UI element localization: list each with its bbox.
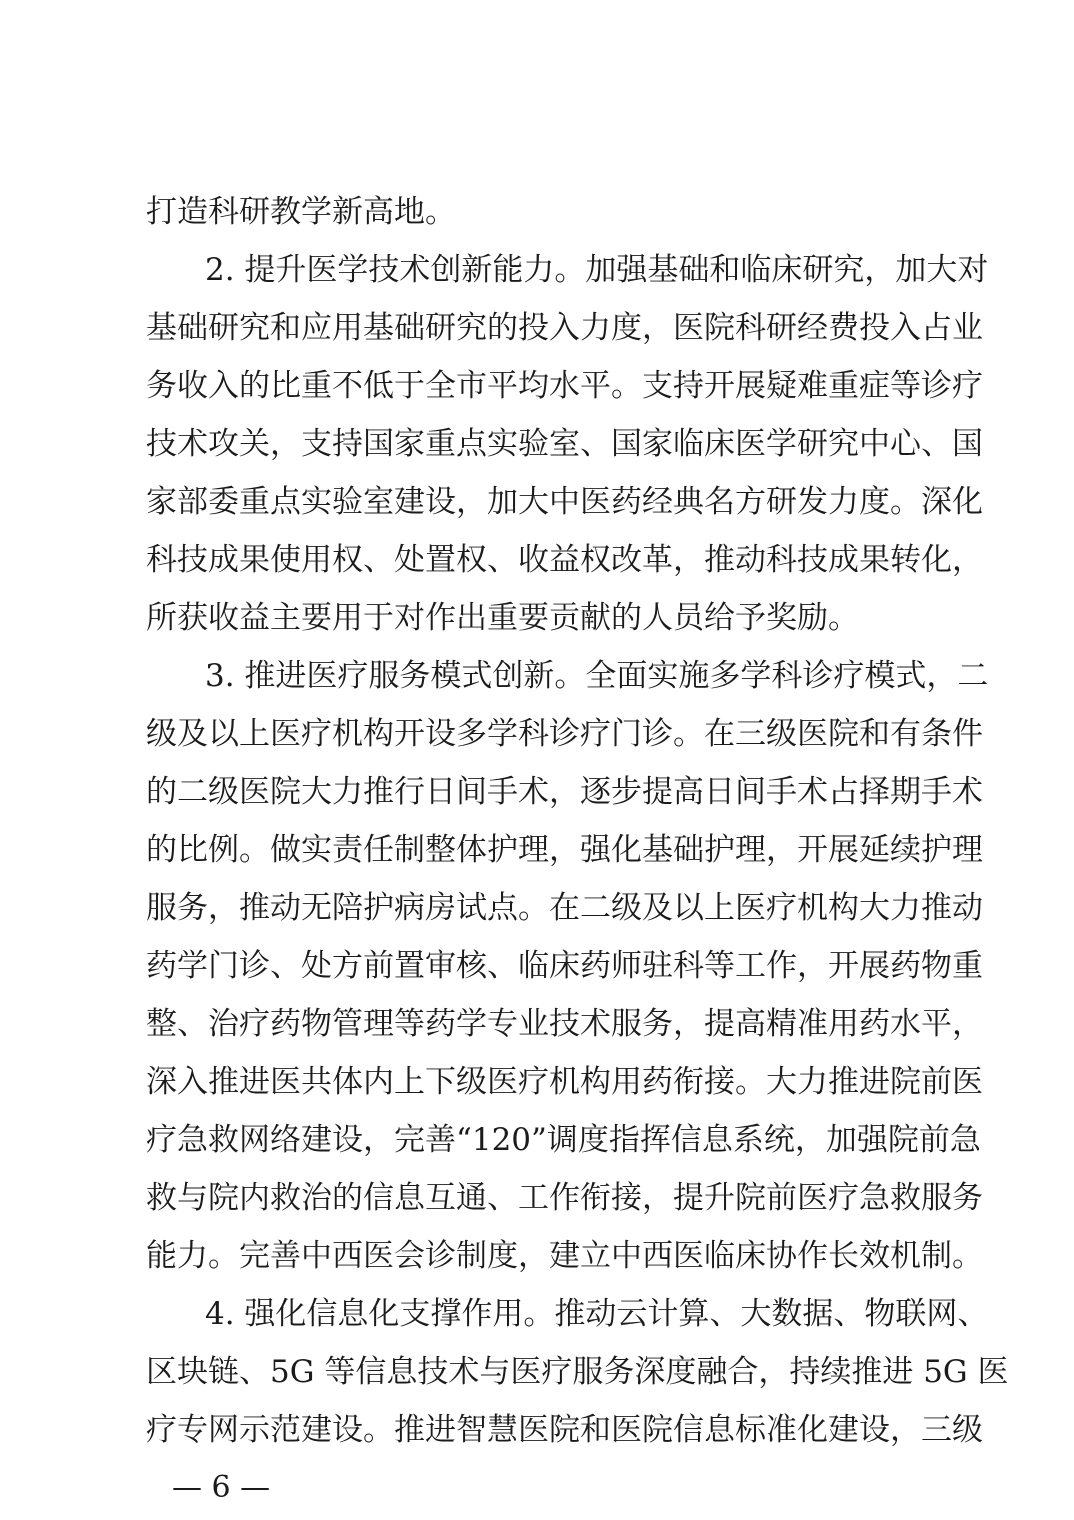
text-line: 技术攻关，支持国家重点实验室、国家临床医学研究中心、国 bbox=[146, 426, 983, 462]
text-line: 疗专网示范建设。推进智慧医院和医院信息标准化建设，三级 bbox=[146, 1412, 983, 1448]
text-line: 的二级医院大力推行日间手术，逐步提高日间手术占择期手术 bbox=[146, 774, 983, 810]
text-line: 救与院内救治的信息互通、工作衔接，提升院前医疗急救服务 bbox=[146, 1180, 983, 1216]
text-line: 所获收益主要用于对作出重要贡献的人员给予奖励。 bbox=[146, 600, 859, 636]
paragraph-3-heading-line: 3. 推进医疗服务模式创新。全面实施多学科诊疗模式，二 bbox=[205, 658, 989, 694]
paragraph-4-heading-line: 4. 强化信息化支撑作用。推动云计算、大数据、物联网、 bbox=[205, 1296, 989, 1332]
text-line: 科技成果使用权、处置权、收益权改革，推动科技成果转化， bbox=[146, 542, 983, 578]
text-line: 疗急救网络建设，完善“120”调度指挥信息系统，加强院前急 bbox=[146, 1122, 981, 1158]
text-line: 级及以上医疗机构开设多学科诊疗门诊。在三级医院和有条件 bbox=[146, 716, 983, 752]
paragraph-2-heading-line: 2. 提升医学技术创新能力。加强基础和临床研究，加大对 bbox=[205, 252, 989, 288]
text-line: 深入推进医共体内上下级医疗机构用药衔接。大力推进院前医 bbox=[146, 1064, 983, 1100]
text-line: 务收入的比重不低于全市平均水平。支持开展疑难重症等诊疗 bbox=[146, 368, 983, 404]
text-line: 打造科研教学新高地。 bbox=[146, 194, 456, 230]
text-line: 家部委重点实验室建设，加大中医药经典名方研发力度。深化 bbox=[146, 484, 983, 520]
text-line: 药学门诊、处方前置审核、临床药师驻科等工作，开展药物重 bbox=[146, 948, 983, 984]
text-line: 基础研究和应用基础研究的投入力度，医院科研经费投入占业 bbox=[146, 310, 983, 346]
text-line: 区块链、5G 等信息技术与医疗服务深度融合，持续推进 5G 医 bbox=[146, 1354, 1009, 1390]
text-line: 的比例。做实责任制整体护理，强化基础护理，开展延续护理 bbox=[146, 832, 983, 868]
text-line: 整、治疗药物管理等药学专业技术服务，提高精准用药水平， bbox=[146, 1006, 983, 1042]
page-number: — 6 — bbox=[172, 1470, 271, 1505]
text-line: 服务，推动无陪护病房试点。在二级及以上医疗机构大力推动 bbox=[146, 890, 983, 926]
text-line: 能力。完善中西医会诊制度，建立中西医临床协作长效机制。 bbox=[146, 1238, 983, 1274]
